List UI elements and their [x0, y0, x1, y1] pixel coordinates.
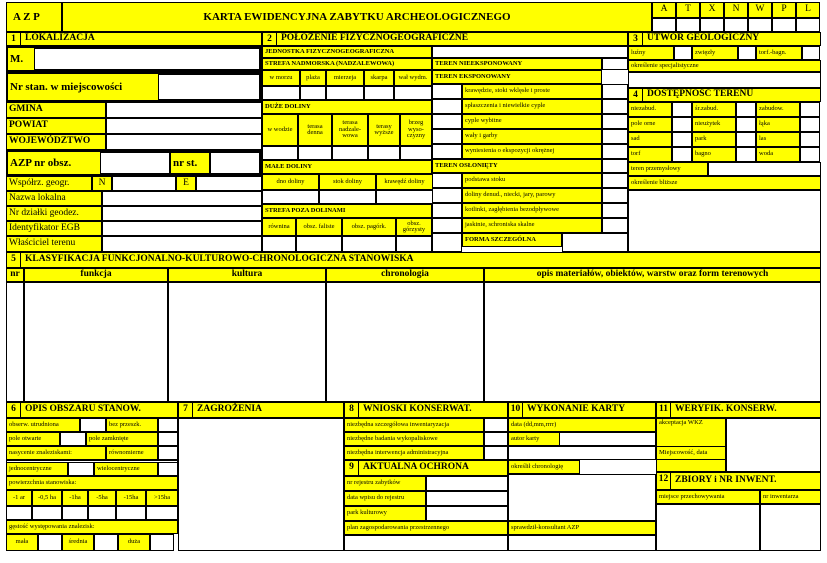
- execution-date-label: data (dd,mm,rrrr): [508, 418, 656, 432]
- accessibility-input[interactable]: [736, 132, 756, 147]
- local-name-input[interactable]: [102, 191, 262, 206]
- area-input[interactable]: [116, 506, 146, 520]
- owner-input[interactable]: [102, 236, 262, 252]
- gmina-label: GMINA: [6, 102, 106, 118]
- osl-extra[interactable]: [432, 218, 462, 233]
- industrial-input[interactable]: [708, 162, 821, 176]
- osl-extra[interactable]: [432, 188, 462, 203]
- execution-check-label: sprawdził-konsultant AZP: [508, 521, 656, 535]
- place-input[interactable]: [656, 504, 760, 551]
- density-option: mała: [6, 534, 38, 551]
- conservation-option: niezbędne badania wykopaliskowe: [344, 432, 484, 446]
- code-input[interactable]: [652, 18, 676, 32]
- poza-input[interactable]: [262, 236, 296, 252]
- accessibility-input[interactable]: [672, 147, 692, 162]
- execution-author-label: autor karty: [508, 432, 560, 446]
- acceptance-input[interactable]: [726, 418, 821, 472]
- section-number: 1: [7, 33, 21, 45]
- accessibility-option: śr.zabud.: [692, 102, 736, 117]
- industrial-label: teren przemysłowy: [628, 162, 708, 176]
- strefa-nadmorska-label: STREFA NADMORSKA (NADZALEWOWA): [262, 58, 432, 70]
- nr-stan-input[interactable]: [158, 74, 260, 100]
- male-doliny-label: MAŁE DOLINY: [262, 160, 432, 174]
- code-input[interactable]: [748, 18, 772, 32]
- jedno-input[interactable]: [68, 462, 94, 476]
- obserw-label: obserw. utrudniona: [6, 418, 80, 432]
- poza-option: równina: [262, 218, 296, 236]
- nadmorska-option: skarpa: [364, 70, 394, 86]
- nadmorska-option: w morzu: [262, 70, 300, 86]
- accessibility-input[interactable]: [800, 147, 820, 162]
- duze-option: terasa nadzale-wowa: [332, 114, 368, 146]
- bez-input[interactable]: [158, 418, 178, 432]
- section-title: ZAGROŻENIA: [197, 404, 262, 415]
- protection-input[interactable]: [426, 491, 508, 506]
- geology-spec-input[interactable]: [628, 72, 821, 88]
- male-input[interactable]: [319, 190, 376, 204]
- eksp-extra[interactable]: [432, 129, 462, 144]
- section-number: 9: [345, 461, 359, 475]
- section-title: OPIS OBSZARU STANOW.: [25, 404, 141, 415]
- protection-plan-input[interactable]: [344, 535, 508, 551]
- duze-option: terasy wyższe: [368, 114, 400, 146]
- accessibility-input[interactable]: [800, 102, 820, 117]
- north-label: N: [92, 176, 112, 191]
- inventory-label: nr inwentarza: [760, 490, 821, 504]
- area-option: -1 ar: [6, 490, 32, 506]
- code-letter: T: [676, 2, 700, 18]
- section-title: DOSTĘPNOŚĆ TERENU: [647, 89, 754, 100]
- section-9-header: [344, 460, 508, 476]
- density-input[interactable]: [94, 534, 118, 551]
- egb-input[interactable]: [102, 221, 262, 236]
- rownomierne-label: równomierne: [106, 446, 158, 460]
- section-number: 11: [657, 403, 671, 417]
- accessibility-option: łąka: [756, 117, 800, 132]
- forma-input[interactable]: [562, 233, 628, 252]
- geology-option: torf.-bagn.: [756, 46, 802, 60]
- gestosc-label: gęstość występowania znalezisk:: [6, 520, 178, 534]
- eksp-option: cyple wybitne: [462, 114, 602, 129]
- conservation-option: niezbędna interwencja administracyjna: [344, 446, 484, 460]
- classification-column: kultura: [168, 268, 326, 282]
- nr-stan-label: Nr stan. w miejscowości: [6, 72, 262, 102]
- classification-input[interactable]: [484, 282, 821, 402]
- section-4-header: [628, 88, 821, 102]
- powiat-input[interactable]: [106, 118, 262, 134]
- area-option: -15ha: [116, 490, 146, 506]
- male-input[interactable]: [262, 190, 319, 204]
- code-input[interactable]: [676, 18, 700, 32]
- accessibility-input[interactable]: [800, 132, 820, 147]
- section-title: WNIOSKI KONSERWAT.: [363, 404, 472, 415]
- execution-chronology-input[interactable]: [508, 474, 656, 521]
- inventory-input[interactable]: [760, 504, 821, 551]
- duze-option: brzeg wyso-czyzny: [400, 114, 432, 146]
- eksp-input[interactable]: [602, 129, 628, 144]
- code-input[interactable]: [772, 18, 796, 32]
- accessibility-option: park: [692, 132, 736, 147]
- nadmorska-input[interactable]: [300, 86, 326, 100]
- nadmorska-input[interactable]: [364, 86, 394, 100]
- duze-option: terasa denna: [298, 114, 332, 146]
- duze-input[interactable]: [262, 146, 298, 160]
- wojewodztwo-label: WOJEWÓDZTWO: [6, 134, 106, 150]
- eksp-input[interactable]: [602, 144, 628, 159]
- duze-doliny-label: DUŻE DOLINY: [262, 100, 432, 114]
- classification-input[interactable]: [24, 282, 168, 402]
- bez-label: bez przeszk.: [106, 418, 158, 432]
- osloniety-input[interactable]: [602, 159, 628, 173]
- details-label: określenie bliższe: [628, 176, 821, 190]
- density-input[interactable]: [38, 534, 62, 551]
- place-date-label: Miejscowość, data: [656, 446, 726, 460]
- eksp-extra[interactable]: [432, 84, 462, 99]
- obserw-input[interactable]: [80, 418, 106, 432]
- section-title: WERYFIK. KONSERW.: [675, 404, 777, 415]
- pole-zam-input[interactable]: [158, 432, 178, 446]
- section-number: 6: [7, 403, 21, 417]
- conservation-input[interactable]: [484, 418, 508, 432]
- strefa-poza-label: STREFA POZA DOLINAMI: [262, 204, 432, 218]
- protection-input[interactable]: [426, 506, 508, 521]
- coords-label: Współrz. geogr.: [6, 176, 92, 191]
- density-input[interactable]: [150, 534, 174, 551]
- nr-st-input[interactable]: [210, 152, 260, 174]
- nasycenie-label: nasycenie znaleziskami:: [6, 446, 106, 460]
- jednocentryczne-label: jednocentryczne: [6, 462, 68, 476]
- osl-extra[interactable]: [432, 203, 462, 218]
- code-letter: A: [652, 2, 676, 18]
- m-label: M.: [6, 46, 262, 72]
- acceptance-label: akceptacja WKZ: [656, 418, 726, 472]
- section-title: AKTUALNA OCHRONA: [363, 462, 469, 473]
- accessibility-option: las: [756, 132, 800, 147]
- nadmorska-option: plaża: [300, 70, 326, 86]
- wielocentryczne-label: wielocentryczne: [94, 462, 158, 476]
- poza-option: obsz. górzysty: [396, 218, 432, 236]
- nadmorska-option: mierzeja: [326, 70, 364, 86]
- area-option: -1ha: [62, 490, 88, 506]
- details-input[interactable]: [628, 190, 821, 252]
- place-label: miejsce przechowywania: [656, 490, 760, 504]
- accessibility-input[interactable]: [672, 132, 692, 147]
- area-input[interactable]: [88, 506, 116, 520]
- osloniety-option: kotlinki, zagłębienia bezodpływowe: [462, 203, 602, 218]
- accessibility-input[interactable]: [672, 102, 692, 117]
- eksp-input[interactable]: [602, 84, 628, 99]
- nadmorska-option: wał wydm.: [394, 70, 432, 86]
- area-input[interactable]: [32, 506, 62, 520]
- accessibility-input[interactable]: [736, 117, 756, 132]
- section-title: UTWÓR GEOLOGICZNY: [647, 33, 760, 44]
- gmina-input[interactable]: [106, 102, 262, 118]
- classification-column: funkcja: [24, 268, 168, 282]
- conservation-input[interactable]: [484, 446, 508, 460]
- section-6-header: [6, 402, 178, 418]
- geology-input[interactable]: [674, 46, 692, 60]
- pole-zam-label: pole zamknięte: [86, 432, 158, 446]
- egb-label: Identyfikator EGB: [6, 221, 102, 236]
- osl-input[interactable]: [602, 218, 628, 233]
- section-number: 3: [629, 33, 643, 45]
- density-option: duża: [118, 534, 150, 551]
- section-number: 4: [629, 89, 643, 101]
- section-number: 7: [179, 403, 193, 417]
- powiat-label: POWIAT: [6, 118, 106, 134]
- area-input[interactable]: [6, 506, 32, 520]
- geology-option: zwięzły: [692, 46, 738, 60]
- teren-niezeksp-label: TEREN NIEEKSPONOWANY: [432, 58, 602, 70]
- poza-input[interactable]: [396, 236, 432, 252]
- section-10-header: [508, 402, 656, 418]
- poza-input[interactable]: [296, 236, 342, 252]
- accessibility-option: bagno: [692, 147, 736, 162]
- accessibility-option: nieużytek: [692, 117, 736, 132]
- osl-input[interactable]: [602, 203, 628, 218]
- nadmorska-input[interactable]: [394, 86, 432, 100]
- protection-option: plan zagospodarowania przestrzennego: [344, 521, 508, 535]
- eksp-input[interactable]: [602, 114, 628, 129]
- osl-input[interactable]: [602, 188, 628, 203]
- eksp-extra[interactable]: [432, 99, 462, 114]
- powierzchnia-label: powierzchnia stanowiska:: [6, 476, 178, 490]
- geology-input[interactable]: [738, 46, 756, 60]
- section-5-header: [6, 252, 821, 268]
- eksp-extra[interactable]: [432, 114, 462, 129]
- poza-option: obsz. faliste: [296, 218, 342, 236]
- code-letter: X: [700, 2, 724, 18]
- east-input[interactable]: [196, 176, 262, 191]
- accessibility-option: niezabud.: [628, 102, 672, 117]
- eksp-input[interactable]: [602, 99, 628, 114]
- pole-otw-label: pole otwarte: [6, 432, 60, 446]
- section-number: 12: [657, 473, 671, 489]
- osloniety-option: podstawa stoku: [462, 173, 602, 188]
- eksp-option: wały i garby: [462, 129, 602, 144]
- eksp-option: krawędzie, stoki wklęsłe i proste: [462, 84, 602, 99]
- section-title: POŁOŻENIE FIZYCZNOGEOGRAFICZNE: [281, 33, 469, 44]
- accessibility-option: woda: [756, 147, 800, 162]
- code-letter: P: [772, 2, 796, 18]
- accessibility-input[interactable]: [736, 102, 756, 117]
- m-input[interactable]: [34, 48, 260, 70]
- area-option: -5ha: [88, 490, 116, 506]
- pole-otw-input[interactable]: [60, 432, 86, 446]
- geology-input[interactable]: [802, 46, 820, 60]
- nadmorska-input[interactable]: [262, 86, 300, 100]
- protection-option: nr rejestru zabytków: [344, 476, 426, 491]
- section-number: 5: [7, 253, 21, 267]
- nadmorska-input[interactable]: [326, 86, 364, 100]
- osloniety-option: jaskinie, schroniska skalne: [462, 218, 602, 233]
- page-title: KARTA EWIDENCYJNA ZABYTKU ARCHEOLOGICZNEGO: [62, 2, 652, 32]
- area-input[interactable]: [62, 506, 88, 520]
- forma-label: FORMA SZCZEGÓLNA: [462, 233, 562, 247]
- eksp-option: spłaszczenia i niewielkie cyple: [462, 99, 602, 114]
- north-input[interactable]: [112, 176, 176, 191]
- code-input[interactable]: [724, 18, 748, 32]
- duze-input[interactable]: [400, 146, 432, 160]
- section-title: ZBIORY i NR INWENT.: [675, 475, 777, 486]
- classification-column: nr: [6, 268, 24, 282]
- section-11-header: [656, 402, 821, 418]
- eksp-option: wyniesienia o ekspozycji okrężnej: [462, 144, 602, 159]
- osloniety-option: doliny denud., niecki, jary, parowy: [462, 188, 602, 203]
- classification-input[interactable]: [168, 282, 326, 402]
- niezeksp-input[interactable]: [602, 58, 628, 70]
- male-option: krawędź doliny: [376, 174, 433, 190]
- poza-input[interactable]: [342, 236, 396, 252]
- section-title: LOKALIZACJA: [25, 33, 95, 44]
- east-label: E: [176, 176, 196, 191]
- accessibility-option: sad: [628, 132, 672, 147]
- protection-input[interactable]: [426, 476, 508, 491]
- area-option: -0,5 ha: [32, 490, 62, 506]
- conservation-option: niezbędna szczegółowa inwentaryzacja: [344, 418, 484, 432]
- wojewodztwo-input[interactable]: [106, 134, 262, 150]
- threats-input[interactable]: [178, 418, 344, 551]
- accessibility-option: zabudow.: [756, 102, 800, 117]
- male-input[interactable]: [376, 190, 433, 204]
- duze-input[interactable]: [332, 146, 368, 160]
- code-input[interactable]: [796, 18, 820, 32]
- osl-input[interactable]: [602, 173, 628, 188]
- section-number: 10: [509, 403, 523, 417]
- unit-input[interactable]: [432, 46, 628, 58]
- nr-st-label: nr st.: [170, 152, 210, 174]
- duze-input[interactable]: [368, 146, 400, 160]
- osl-extra[interactable]: [432, 173, 462, 188]
- section-1-header: [6, 32, 262, 46]
- classification-input[interactable]: [326, 282, 484, 402]
- rownomierne-input[interactable]: [158, 446, 178, 460]
- plot-label: Nr działki geodez.: [6, 206, 102, 221]
- teren-osloniety-label: TEREN OSŁONIĘTY: [432, 159, 602, 173]
- plot-input[interactable]: [102, 206, 262, 221]
- azp-input[interactable]: [100, 152, 170, 174]
- accessibility-option: pole orne: [628, 117, 672, 132]
- conservation-input[interactable]: [484, 432, 508, 446]
- protection-option: park kulturowy: [344, 506, 426, 521]
- azp-label: AZP nr obsz.: [6, 150, 262, 176]
- accessibility-input[interactable]: [672, 117, 692, 132]
- section-2-header: [262, 32, 628, 46]
- teren-eksp-label: TEREN EKSPONOWANY: [432, 70, 602, 84]
- eksp-extra[interactable]: [432, 144, 462, 159]
- code-letter: N: [724, 2, 748, 18]
- duze-option: w wodzie: [262, 114, 298, 146]
- section-title: KLASYFIKACJA FUNKCJONALNO-KULTUROWO-CHRONOLOGICZNA STANOWISKA: [25, 254, 414, 265]
- section-7-header: [178, 402, 344, 418]
- code-letter: L: [796, 2, 820, 18]
- classification-input[interactable]: [6, 282, 24, 402]
- male-option: stok doliny: [319, 174, 376, 190]
- duze-input[interactable]: [298, 146, 332, 160]
- poza-option: obsz. pagórk.: [342, 218, 396, 236]
- section-number: 2: [263, 33, 277, 45]
- section-12-header: [656, 472, 821, 490]
- density-option: średnia: [62, 534, 94, 551]
- section-3-header: [628, 32, 821, 46]
- code-letter: W: [748, 2, 772, 18]
- owner-label: Właściciel terenu: [6, 236, 102, 252]
- forma-extra[interactable]: [432, 233, 462, 252]
- section-title: WYKONANIE KARTY: [527, 404, 626, 415]
- geology-spec-label: określenie specjalistyczne: [628, 60, 821, 72]
- protection-option: data wpisu do rejestru: [344, 491, 426, 506]
- wielo-input[interactable]: [158, 462, 178, 476]
- male-option: dno doliny: [262, 174, 319, 190]
- classification-column: opis materiałów, obiektów, warstw oraz form terenowych: [484, 268, 821, 282]
- section-8-header: [344, 402, 508, 418]
- area-option: >15ha: [146, 490, 178, 506]
- section-number: 8: [345, 403, 359, 417]
- code-input[interactable]: [700, 18, 724, 32]
- execution-author-input[interactable]: [508, 446, 656, 460]
- unit-label: JEDNOSTKA FIZYCZNOGEOGRAFICZNA: [262, 46, 432, 58]
- classification-column: chronologia: [326, 268, 484, 282]
- accessibility-option: torf: [628, 147, 672, 162]
- area-input[interactable]: [146, 506, 178, 520]
- accessibility-input[interactable]: [736, 147, 756, 162]
- local-name-label: Nazwa lokalna: [6, 191, 102, 206]
- execution-check-input[interactable]: [508, 535, 656, 551]
- geology-option: luźny: [628, 46, 674, 60]
- form-code: A Z P: [6, 2, 62, 32]
- execution-chronology-label: określił chronologię: [508, 460, 580, 474]
- accessibility-input[interactable]: [800, 117, 820, 132]
